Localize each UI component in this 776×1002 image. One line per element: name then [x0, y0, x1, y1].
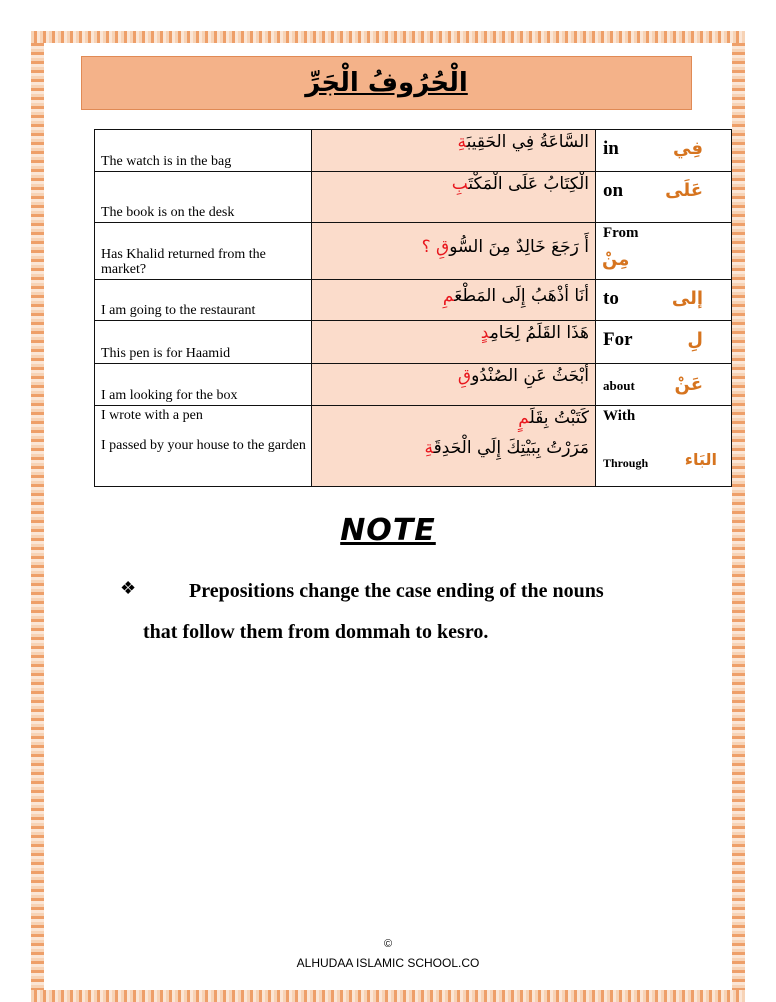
english-sentence: I wrote with a pen [101, 408, 203, 423]
table-row [95, 280, 732, 321]
arabic-sentence: هَذَا القَلَمُ لِحَامِ [489, 323, 589, 343]
preposition-arabic: مِنْ [602, 249, 630, 270]
english-cell [95, 172, 312, 223]
preposition-arabic: لِ [687, 329, 703, 350]
english-sentence: The book is on the desk [101, 205, 235, 220]
english-sentence: Has Khalid returned from the market? [101, 247, 266, 277]
english-sentence: The watch is in the bag [101, 154, 232, 169]
preposition-english: on [603, 180, 624, 201]
english-cell [95, 406, 312, 487]
table-row [95, 223, 732, 280]
preposition-arabic: عَنْ [674, 374, 703, 395]
table-row [95, 130, 732, 172]
preposition-english: about [603, 378, 635, 393]
english-cell [95, 280, 312, 321]
preposition-english: to [603, 288, 619, 309]
arabic-sentence: أنَا أذْهَبُ إِلَى المَطْعَ [454, 286, 589, 306]
arabic-cell [312, 172, 596, 223]
arabic-case-ending: مِ [442, 286, 455, 306]
arabic-cell [312, 223, 596, 280]
preposition-english: Through [603, 456, 649, 470]
arabic-sentence: أَ رَجَعَ خَالِدٌ مِنَ السُّو [449, 237, 589, 257]
table-row [95, 321, 732, 364]
preposition-english: in [603, 138, 619, 159]
preposition-arabic: إلى [671, 288, 703, 309]
table-row [95, 406, 732, 487]
arabic-cell [312, 321, 596, 364]
arabic-case-ending: مٍ [518, 408, 530, 428]
note-text-line-1: Prepositions change the case ending of the nouns [189, 580, 604, 602]
english-cell [95, 130, 312, 172]
english-cell [95, 321, 312, 364]
copyright-symbol: © [383, 938, 393, 950]
arabic-cell [312, 280, 596, 321]
english-sentence: I am going to the restaurant [101, 303, 256, 318]
preposition-cell [596, 280, 732, 321]
preposition-english: For [603, 329, 633, 350]
english-cell [95, 364, 312, 406]
table-row [95, 364, 732, 406]
english-sentence: This pen is for Haamid [101, 346, 231, 361]
arabic-sentence: السَّاعَةُ فِي الحَقِيبَ [466, 132, 589, 152]
arabic-cell [312, 406, 596, 487]
preposition-cell [596, 364, 732, 406]
arabic-case-ending: ةِ [424, 438, 434, 458]
arabic-sentence: كَتَبْتُ بِقَلَ [529, 408, 589, 428]
preposition-english: From [603, 225, 639, 241]
preposition-arabic: البَاء [684, 450, 717, 469]
preposition-cell [596, 172, 732, 223]
english-cell [95, 223, 312, 280]
prepositions-table [94, 129, 732, 487]
preposition-english: With [603, 408, 636, 424]
arabic-case-ending: ةِ [457, 132, 467, 152]
english-sentence: I am looking for the box [101, 388, 238, 403]
arabic-case-ending: قِ [457, 366, 472, 386]
arabic-cell [312, 130, 596, 172]
title-banner [81, 56, 692, 110]
arabic-case-ending: دٍ [480, 323, 490, 343]
arabic-case-ending: بِ [451, 174, 469, 194]
diamond-bullet-icon: ❖ [120, 578, 137, 598]
arabic-case-ending: قِ ؟ [421, 237, 450, 257]
arabic-cell [312, 364, 596, 406]
arabic-sentence: أبْحَثُ عَنِ الصُنْدُو [471, 366, 589, 386]
preposition-arabic: عَلَى [665, 180, 703, 201]
preposition-cell [596, 223, 732, 280]
top-band [0, 0, 776, 30]
preposition-cell [596, 406, 732, 487]
preposition-arabic: فِي [673, 138, 703, 159]
arabic-sentence: مَرَرْتُ بِبَيْتِكَ إِلَي الْحَدِقَ [433, 438, 589, 458]
note-text-line-2: that follow them from dommah to kesro. [143, 621, 489, 643]
table-row [95, 172, 732, 223]
preposition-cell [596, 321, 732, 364]
page-title: الْحُرُوفُ الْجَرِّ [305, 68, 468, 98]
footer-school-name: ALHUDAA ISLAMIC SCHOOL.CO [296, 956, 480, 970]
arabic-sentence: الْكِتَابُ عَلَى الْمَكْتَ [468, 174, 589, 194]
english-sentence: I passed by your house to the garden [101, 438, 306, 453]
note-heading: NOTE [340, 513, 436, 548]
preposition-cell [596, 130, 732, 172]
